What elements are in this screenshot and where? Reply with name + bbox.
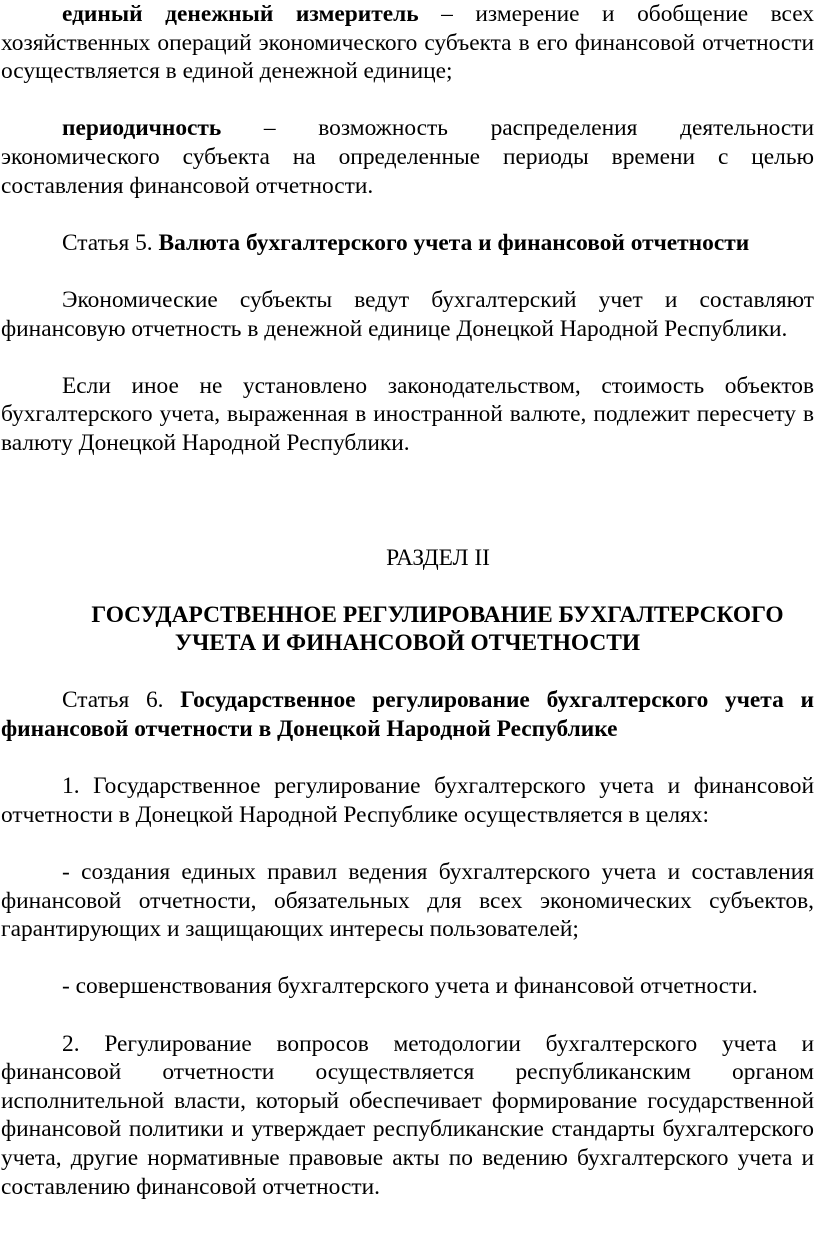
spacer <box>1 944 814 973</box>
section-label: РАЗДЕЛ II <box>386 544 490 571</box>
definition-periodicity: – возможность распределения деятельности экономического субъекта на определенные периоды времени с целью составления финансовой отчетности. <box>1 115 814 199</box>
spacer <box>1 1001 814 1030</box>
paragraph-periodicity <box>1 114 814 200</box>
term-unified-monetary-measure: единый денежный измеритель <box>62 1 419 27</box>
spacer <box>1 658 814 687</box>
spacer <box>1 343 814 372</box>
spacer <box>1 86 814 115</box>
paragraph-regulation-goals: 1. Государственное регулирование бухгалтерского учета и финансовой отчетности в Донецкой Народной Республике осуществляется в целях: <box>1 773 814 828</box>
spacer-large <box>1 458 814 544</box>
term-periodicity: периодичность <box>62 115 222 142</box>
article-6-heading <box>1 686 814 743</box>
article-5-heading <box>1 229 814 258</box>
paragraph-unified-monetary-measure <box>1 0 814 86</box>
paragraph-foreign-currency: Если иное не установлено законодательством, стоимость объектов бухгалтерского учета, выраженная в иностранной валюте, подлежит пересчету в валюту Донецкой Народной Республики. <box>1 372 814 456</box>
article-5-title: Валюта бухгалтерского учета и финансовой отчетности <box>158 229 750 256</box>
paragraph-unified-rules: - создания единых правил ведения бухгалтерского учета и составления финансовой отчетности, обязательных для всех экономических субъектов, гарантирующих и защищающих интересы пользователей; <box>1 859 814 943</box>
spacer <box>1 829 814 858</box>
spacer <box>1 744 814 773</box>
section-title-line-2: УЧЕТА И ФИНАНСОВОЙ ОТЧЕТНОСТИ <box>174 630 641 657</box>
article-6-title: Государственное регулирование бухгалтерского учета и финансовой отчетности в Донецкой Народной Республике <box>1 687 814 743</box>
paragraph-methodology-regulation: 2. Регулирование вопросов методологии бухгалтерского учета и финансовой отчетности осуществляется республиканским органом исполнительной власти, который обеспечивает формирование государственной финансовой политики и утверждает республиканские стандарты бухгалтерского учета, другие нормативные правовые акты по ведению бухгалтерского учета и составлению финансовой отчетности. <box>1 1030 814 1200</box>
section-title-line-1: ГОСУДАРСТВЕННОЕ РЕГУЛИРОВАНИЕ БУХГАЛТЕРСКОГО <box>91 601 784 628</box>
spacer <box>1 572 814 601</box>
paragraph-currency-unit: Экономические субъекты ведут бухгалтерский учет и составляют финансовую отчетность в денежной единице Донецкой Народной Республики. <box>1 286 814 342</box>
paragraph-improvement: - совершенствования бухгалтерского учета и финансовой отчетности. <box>62 973 758 1000</box>
article-5-prefix: Статья 5. <box>62 229 159 256</box>
spacer <box>1 257 814 286</box>
article-6-prefix: Статья 6. <box>62 687 181 714</box>
definition-unified-monetary-measure: – измерение и обобщение всех хозяйственных операций экономического субъекта в его финансовой отчетности осуществляется в единой денежной единице; <box>1 1 814 85</box>
spacer <box>1 200 814 229</box>
